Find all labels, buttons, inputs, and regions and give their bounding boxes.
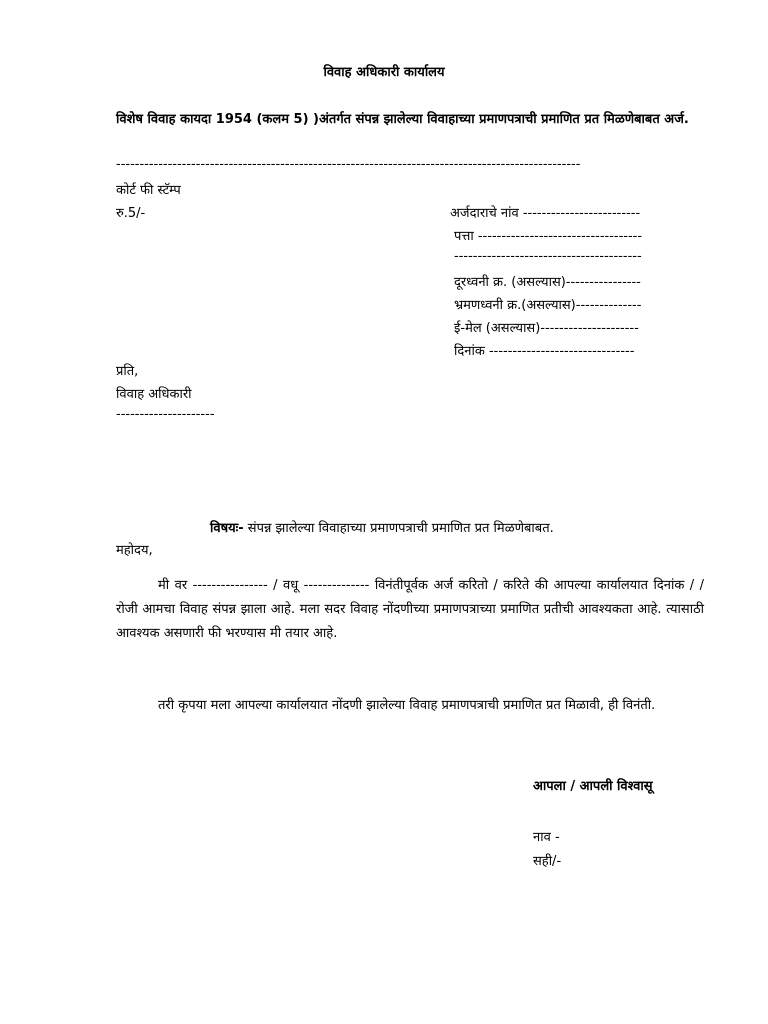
applicant-address-line2: ---------------------------------------- [454, 249, 642, 264]
request-paragraph: मी वर ---------------- / वधू -------------- विनंतीपूर्वक अर्ज करितो / करिते की आपल्या कार्यालयात दिनांक / / रोजी आमचा विवाह संपन्न झाला आहे. मला सदर विवाह नोंदणीच्या प्रमाणपत्राच्या प्रमाणित प्रतीची आवश्यकता आहे. त्यासाठी आवश्यक असणारी फी भरण्यास मी तयार आहे. [116, 578, 704, 641]
applicant-mobile-field: भ्रमणध्वनी क्र.(असल्यास)-------------- [454, 298, 642, 313]
yours-faithfully: आपला / आपली विश्वासू [533, 779, 653, 794]
addressee-prati: प्रति, [116, 364, 139, 379]
application-heading: विशेष विवाह कायदा 1954 (कलम 5) )अंतर्गत संपन्न झालेल्या विवाहाच्या प्रमाणपत्राची प्रमाणित प्रत मिळणेबाबत अर्ज. [116, 112, 689, 127]
applicant-address-field: पत्ता ----------------------------------- [454, 229, 643, 244]
court-fee-stamp-label: कोर्ट फी स्टॅम्प [116, 183, 181, 198]
court-fee-amount: रु.5/- [116, 206, 146, 221]
subject-label: विषयः- [210, 521, 244, 536]
addressee-officer: विवाह अधिकारी [116, 387, 192, 402]
addressee-blank: --------------------- [116, 407, 215, 422]
closing-request-paragraph: तरी कृपया मला आपल्या कार्यालयात नोंदणी झालेल्या विवाह प्रमाणपत्राची प्रमाणित प्रत मिळावी, ही विनंती. [158, 698, 656, 713]
applicant-date-field: दिनांक ------------------------------- [454, 344, 635, 359]
applicant-phone-field: दूरध्वनी क्र. (असल्यास)---------------- [454, 275, 641, 290]
salutation: महोदय, [116, 543, 153, 558]
applicant-email-field: ई-मेल (असल्यास)--------------------- [454, 321, 639, 336]
separator-line: --------------------------------------------------------------------------------------------------- [116, 157, 581, 172]
signature-field: सही/- [533, 854, 562, 869]
subject-text: संपन्न झालेल्या विवाहाच्या प्रमाणपत्राची प्रमाणित प्रत मिळणेबाबत. [243, 521, 554, 536]
signature-name-field: नाव - [533, 830, 560, 845]
document-title: विवाह अधिकारी कार्यालय [323, 65, 445, 80]
subject-line [210, 518, 554, 536]
applicant-name-field: अर्जदाराचे नांव ------------------------- [450, 206, 641, 221]
